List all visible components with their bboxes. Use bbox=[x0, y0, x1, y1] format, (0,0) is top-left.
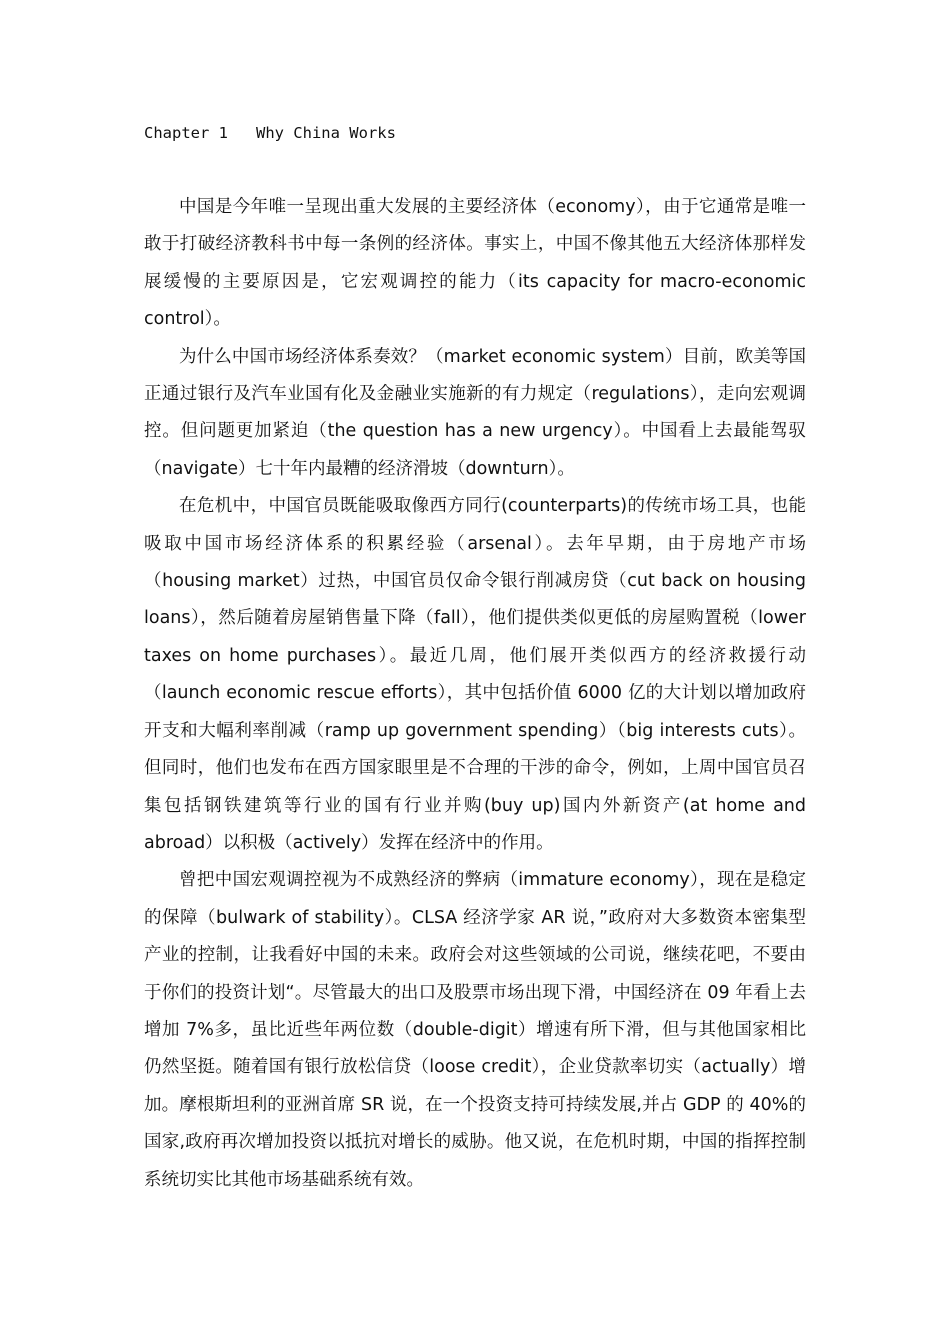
paragraph: 在危机中，中国官员既能吸取像西方同行(counterparts)的传统市场工具，也能吸取中国市场经济体系的积累经验（arsenal）。去年早期，由于房地产市场（housing market）过热，中国官员仅命令银行削减房贷（cut back on housing loans），然后随着房屋销售量下降（fall），他们提供类似更低的房屋购置税（lower taxes on home purchases）。最近几周，他们展开类似西方的经济救援行动（launch economic rescue efforts），其中包括价值 6000 亿的大计划以增加政府开支和大幅利率削减（ramp up government spending）（big interests cuts）。但同时，他们也发布在西方国家眼里是不合理的干涉的命令，例如，上周中国官员召集包括钢铁建筑等行业的国有行业并购(buy up)国内外新资产(at home and abroad）以积极（actively）发挥在经济中的作用。 bbox=[144, 496, 806, 853]
body-text bbox=[144, 189, 806, 1199]
paragraph: 为什么中国市场经济体系奏效？（market economic system）目前，欧美等国正通过银行及汽车业国有化及金融业实施新的有力规定（regulations），走向宏观调控。但问题更加紧迫（the question has a new urgency）。中国看上去最能驾驭（navigate）七十年内最糟的经济滑坡（downturn）。 bbox=[144, 346, 806, 479]
paragraph: 曾把中国宏观调控视为不成熟经济的弊病（immature economy），现在是稳定的保障（bulwark of stability）。CLSA 经济学家 AR 说，”政府对大多数资本密集型产业的控制，让我看好中国的未来。政府会对这些领域的公司说，继续花吧，不要由于你们的投资计划“。尽管最大的出口及股票市场出现下滑，中国经济在 09 年看上去增加 7%多，虽比近些年两位数（double-digit）增速有所下滑，但与其他国家相比仍然坚挺。随着国有银行放松信贷（loose credit），企业贷款率切实（actually）增加。摩根斯坦利的亚洲首席 SR 说，在一个投资支持可持续发展,并占 GDP 的 40%的国家,政府再次增加投资以抵抗对增长的威胁。他又说，在危机时期，中国的指挥控制系统切实比其他市场基础系统有效。 bbox=[144, 870, 806, 1190]
chapter-heading: Chapter 1 Why China Works bbox=[144, 124, 396, 142]
paragraph: 中国是今年唯一呈现出重大发展的主要经济体（economy），由于它通常是唯一敢于打破经济教科书中每一条例的经济体。事实上，中国不像其他五大经济体那样发展缓慢的主要原因是，它宏观调控的能力（its capacity for macro-economic control）。 bbox=[144, 197, 806, 330]
